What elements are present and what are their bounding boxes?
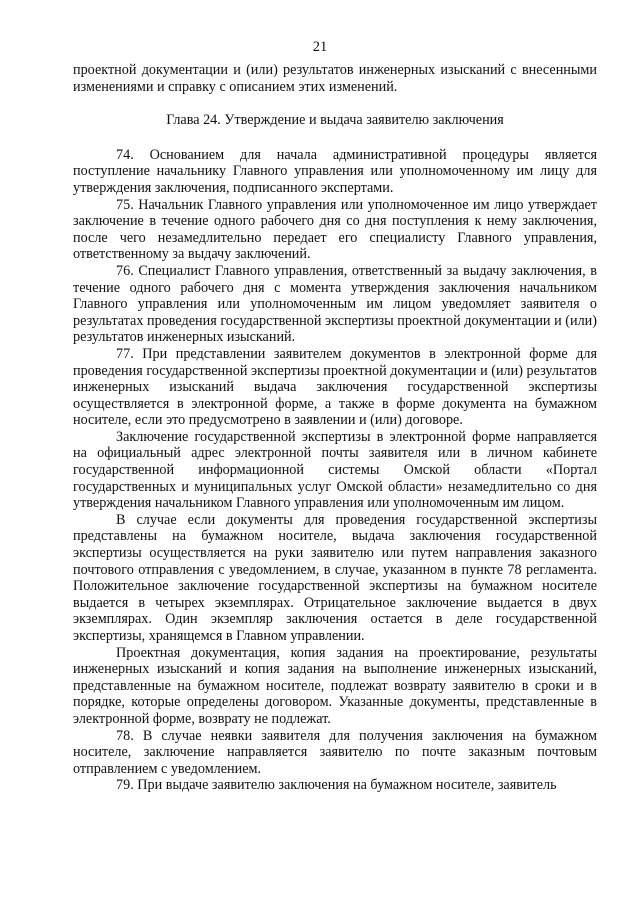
paragraph-79 <box>73 777 597 794</box>
paragraph-76 <box>73 263 597 346</box>
paragraph-text: Основанием для начала административной процедуры является поступление начальнику Главного управления или уполномоченному им лицу для утверждения заключения, подписанного экспертами. <box>73 146 598 196</box>
item-number: 78. <box>116 727 134 744</box>
paragraph-text: Специалист Главного управления, ответственный за выдачу заключения, в течение одного рабочего дня с момента утверждения заключения начальником Главного управления или уполномоченным им лицом уведомляет заявителя о результатах проведения государственной экспертизы проектной документации и (или) результатов инженерных изысканий. <box>73 262 597 346</box>
item-number: 76. <box>116 262 134 279</box>
item-number: 75. <box>116 196 134 213</box>
paragraph-74 <box>73 147 597 197</box>
document-body <box>73 62 597 794</box>
paragraph-documents-return: Проектная документация, копия задания на проектирование, результаты инженерных изысканий и копия задания на выполнение инженерных изысканий, представленные на бумажном носителе, подлежат возврату заявителю в сроки и в порядке, которые определены договором. Указанные документы, представленные в электронной форме, возврату не подлежат. <box>73 644 597 727</box>
continued-paragraph: проектной документации и (или) результатов инженерных изысканий с внесенными изменениями и справку с описанием этих изменений. <box>73 62 597 95</box>
item-number: 77. <box>116 345 134 362</box>
chapter-title: Глава 24. Утверждение и выдача заявителю заключения <box>166 112 504 129</box>
paragraph-electronic-delivery: Заключение государственной экспертизы в электронной форме направляется на официальный адрес электронной почты заявителя или в личном кабинете государственной информационной системы Омской области «Портал государственных и муниципальных услуг Омской области» незамедлительно со дня утверждения начальником Главного управления или уполномоченным им лицом. <box>73 428 597 512</box>
page-number: 21 <box>312 39 328 55</box>
paragraph-text: При представлении заявителем документов в электронной форме для проведения государственной экспертизы проектной документации и (или) результатов инженерных изысканий выдача заключения государственной экспертизы осуществляется в электронной форме, а также в форме документа на бумажном носителе, если это предусмотрено в заявлении и (или) договоре. <box>73 345 598 429</box>
item-number: 74. <box>116 146 134 163</box>
paragraph-78 <box>73 728 597 778</box>
paragraph-text: Начальник Главного управления или уполномоченное им лицо утверждает заключение в течение одного рабочего дня со дня поступления к нему заключения, после чего незамедлительно передает его специалисту Главного управления, ответственному за выдачу заключений. <box>73 196 598 263</box>
paragraph-paper-delivery: В случае если документы для проведения государственной экспертизы представлены на бумажном носителе, выдача заключения государственной экспертизы осуществляется на руки заявителю или путем направления заказного почтового отправления с уведомлением, в случае, указанном в пункте 78 регламента. Положительное заключение государственной экспертизы на бумажном носителе выдается в четырех экземплярах. Отрицательное заключение выдается в двух экземплярах. Один экземпляр заключения остается в деле государственной экспертизы, хранящемся в Главном управлении. <box>73 511 597 644</box>
paragraph-77 <box>73 346 597 429</box>
paragraph-text: В случае неявки заявителя для получения заключения на бумажном носителе, заключение направляется заявителю по почте заказным почтовым отправлением с уведомлением. <box>73 727 598 777</box>
paragraph-text: При выдаче заявителю заключения на бумажном носителе, заявитель <box>137 777 557 794</box>
paragraph-75 <box>73 197 597 263</box>
item-number: 79. <box>116 777 134 794</box>
